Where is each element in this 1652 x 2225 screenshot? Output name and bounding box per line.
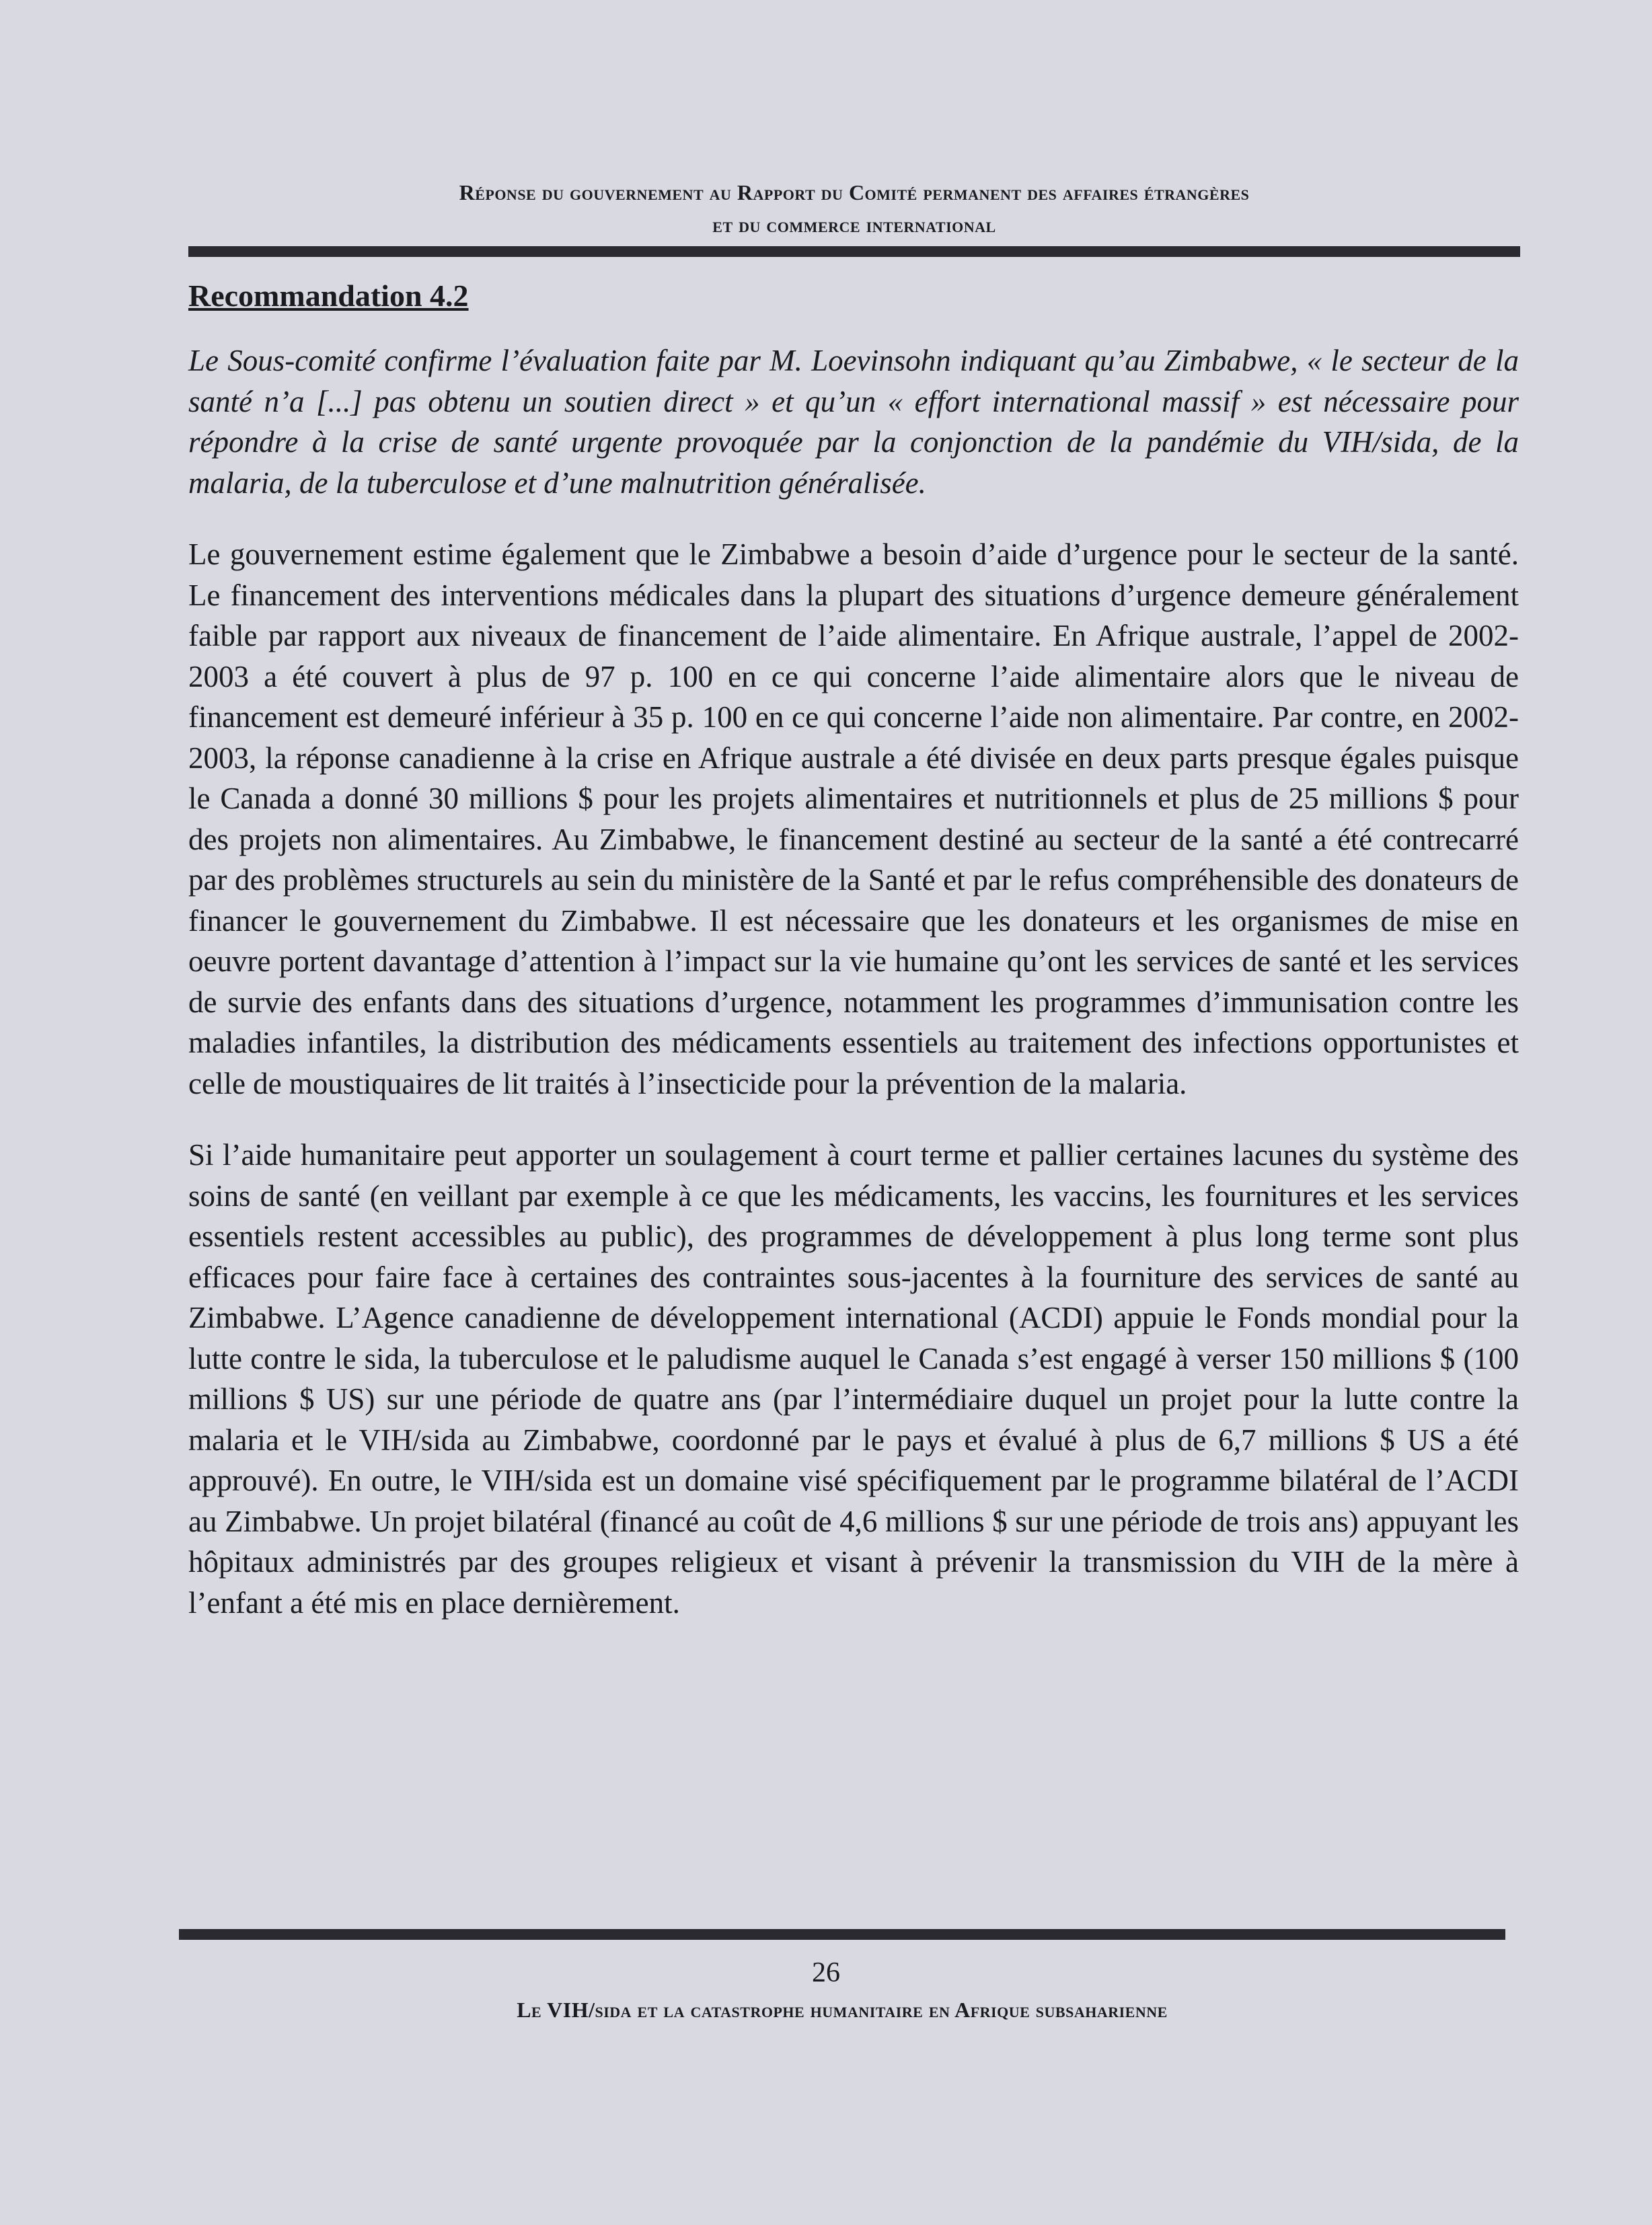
body-paragraph-2: Si l’aide humanitaire peut apporter un soulagement à court terme et pallier certaines lacunes du système des soins de santé (en veillant par exemple à ce que les médicaments, les vaccins, les fournitures et les services essentiels restent accessibles au public), des programmes de développement à plus long terme sont plus efficaces pour faire face à certaines des contraintes sous-jacentes à la fourniture des services de santé au Zimbabwe. L’Agence canadienne de développement international (ACDI) appuie le Fonds mondial pour la lutte contre le sida, la tuberculose et le paludisme auquel le Canada s’est engagé à verser 150 millions $ (100 millions $ US) sur une période de quatre ans (par l’intermédiaire duquel un projet pour la lutte contre la malaria et le VIH/sida au Zimbabwe, coordonné par le pays et évalué à plus de 6,7 millions $ US a été approuvé). En outre, le VIH/sida est un domaine visé spécifiquement par le programme bilatéral de l’ACDI au Zimbabwe. Un projet bilatéral (financé au coût de 4,6 millions $ sur une période de trois ans) appuyant les hôpitaux administrés par des groupes religieux et visant à prévenir la transmission du VIH de la mère à l’enfant a été mis en place dernièrement. xyxy=(188,1138,1519,1620)
page-number: 26 xyxy=(812,1957,840,1988)
header-rule xyxy=(188,246,1520,257)
footer-rule xyxy=(179,1929,1505,1940)
body-paragraph-1: Le gouvernement estime également que le Zimbabwe a besoin d’aide d’urgence pour le secteur de la santé. Le financement des interventions médicales dans la plupart des situations d’urgence demeure généralement faible par rapport aux niveaux de financement de l’aide alimentaire. En Afrique australe, l’appel de 2002-2003 a été couvert à plus de 97 p. 100 en ce qui concerne l’aide alimentaire alors que le niveau de financement est demeuré inférieur à 35 p. 100 en ce qui concerne l’aide non alimentaire. Par contre, en 2002-2003, la réponse canadienne à la crise en Afrique australe a été divisée en deux parts presque égales puisque le Canada a donné 30 millions $ pour les projets alimentaires et nutritionnels et plus de 25 millions $ pour des projets non alimentaires. Au Zimbabwe, le financement destiné au secteur de la santé a été contrecarré par des problèmes structurels au sein du ministère de la Santé et par le refus compréhensible des donateurs de financer le gouvernement du Zimbabwe. Il est nécessaire que les donateurs et les organismes de mise en oeuvre portent davantage d’attention à l’impact sur la vie humaine qu’ont les services de santé et les services de survie des enfants dans des situations d’urgence, notamment les programmes d’immunisation contre les maladies infantiles, la distribution des médicaments essentiels au traitement des infections opportunistes et celle de moustiquaires de lit traités à l’insecticide pour la prévention de la malaria. xyxy=(188,537,1519,1100)
page-body xyxy=(188,276,1519,1654)
header-title-line-2: et du commerce international xyxy=(712,213,996,237)
recommendation-title: Recommandation 4.2 xyxy=(188,278,469,313)
header-title-line-1: Réponse du gouvernement au Rapport du Comité permanent des affaires étrangères xyxy=(459,180,1250,204)
running-footer-title: Le VIH/sida et la catastrophe humanitaire en Afrique subsaharienne xyxy=(517,1998,1168,2022)
recommendation-text: Le Sous-comité confirme l’évaluation faite par M. Loevinsohn indiquant qu’au Zimbabwe, « le secteur de la santé n’a [...] pas obtenu un soutien direct » et qu’un « effort international massif » est nécessaire pour répondre à la crise de santé urgente provoquée par la conjonction de la pandémie du VIH/sida, de la malaria, de la tuberculose et d’une malnutrition généralisée. xyxy=(188,344,1519,500)
running-header xyxy=(188,176,1520,241)
